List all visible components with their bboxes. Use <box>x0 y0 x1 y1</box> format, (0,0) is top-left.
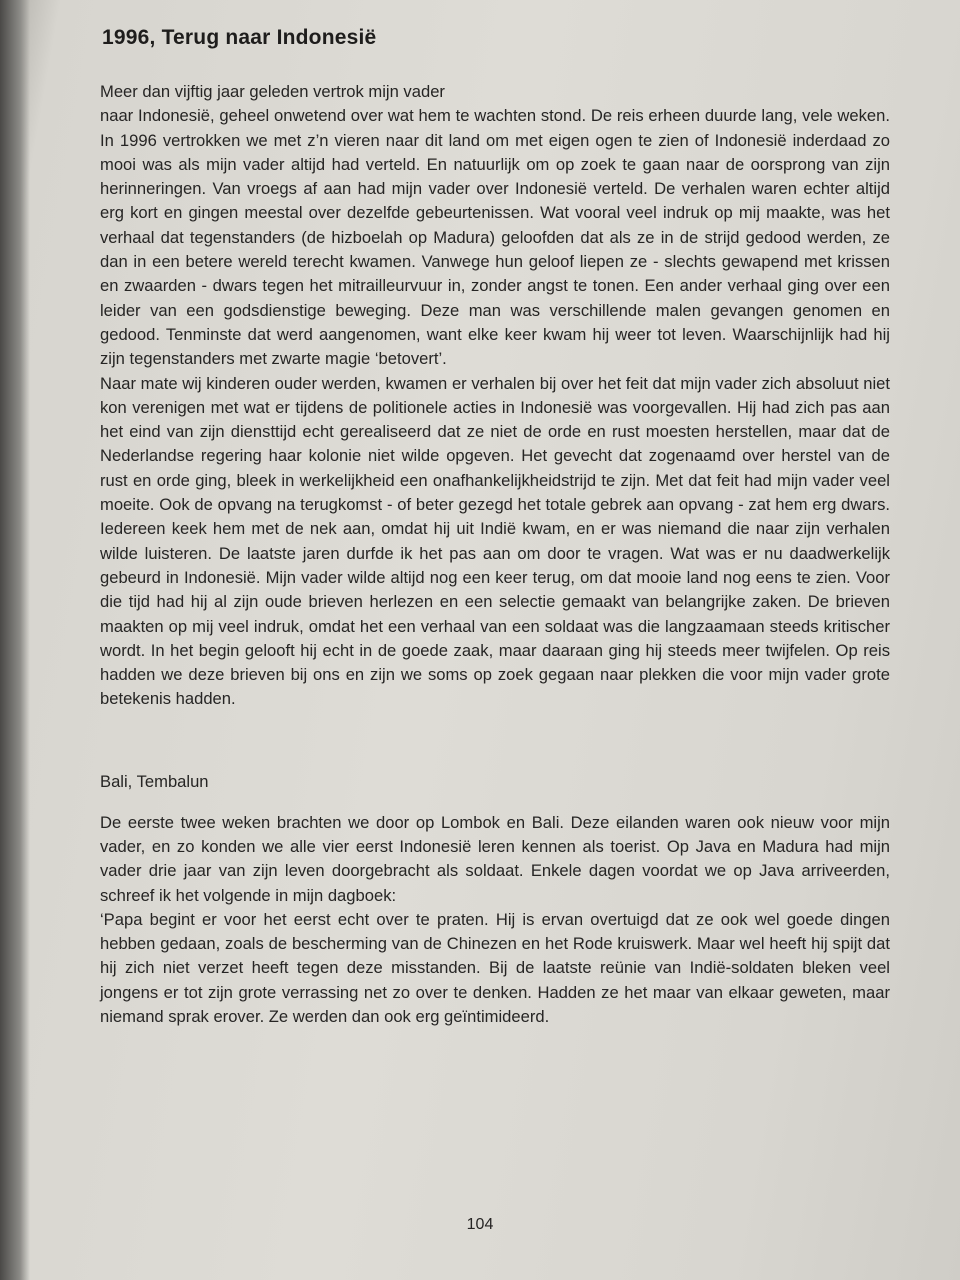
page-number: 104 <box>466 1216 494 1233</box>
chapter-title: 1996, Terug naar Indonesië <box>102 26 377 49</box>
section-heading: Bali, Tembalun <box>100 771 209 791</box>
paragraph-3: De eerste twee weken brachten we door op Lombok en Bali. Deze eilanden waren ook nieuw voor mijn vader, en zo konden we alle vier eerst Indonesië leren kennen als toerist. Op Java en Madura had mijn vader drie jaar van zijn leven doorgebracht als soldaat. Enkele dagen voordat we op Java arriveerden, schreef ik het volgende in mijn dagboek: <box>100 812 890 905</box>
book-gutter-shadow <box>0 0 30 1280</box>
paragraph-2: Naar mate wij kinderen ouder werden, kwamen er verhalen bij over het feit dat mijn vader zich absoluut niet kon verenigen met wat er tijdens de politionele acties in Indonesië was voorgevallen. Hij had zich pas aan het eind van zijn diensttijd echt gerealiseerd dat ze niet de orde en rust moesten herstellen, maar dat de Nederlandse regering haar kolonie niet wilde opgeven. Het gevecht dat zogenaamd over herstel van de rust en orde ging, bleek in werkelijkheid een onafhankelijkheidstrijd te zijn. Met dat feit had mijn vader veel moeite. Ook de opvang na terugkomst - of beter gezegd het totale gebrek aan opvang - zat hem erg dwars. Iedereen keek hem met de nek aan, omdat hij uit Indië kwam, en er was niemand die naar zijn verhalen wilde luisteren. De laatste jaren durfde ik het pas aan om door te vragen. Wat was er nu daadwerkelijk gebeurd in Indonesië. Mijn vader wilde altijd nog een keer terug, om dat mooie land nog eens te zien. Voor die tijd had hij al zijn oude brieven herlezen en een selectie gemaakt van belangrijke zaken. De brieven maakten op mij veel indruk, omdat het een verhaal van een soldaat was die langzaamaan steeds kritischer wordt. In het begin gelooft hij echt in de goede zaak, maar daaraan ging hij steeds meer twijfelen. Op reis hadden we deze brieven bij ons en zijn we soms op zoek gegaan naar plekken die voor mijn vader grote betekenis hadden. <box>100 373 890 709</box>
page-content <box>100 18 890 1029</box>
paragraph-1: naar Indonesië, geheel onwetend over wat hem te wachten stond. De reis erheen duurde lang, vele weken. In 1996 vertrokken we met z’n vieren naar dit land om met eigen ogen te zien of Indonesië inderdaad zo mooi was als mijn vader altijd had verteld. En natuurlijk om op zoek te gaan naar de oorsprong van zijn herinneringen. Van vroegs af aan had mijn vader over Indonesië verteld. De verhalen waren echter altijd erg kort en gingen meestal over dezelfde gebeurtenissen. Wat vooral veel indruk op mij maakte, was het verhaal dat tegenstanders (de hizboelah op Madura) geloofden dat als ze in de strijd gedood werden, ze dan in een betere wereld terecht kwamen. Vanwege hun geloof liepen ze - slechts gewapend met krissen en zwaarden - dwars tegen het mitrailleurvuur in, zonder angst te tonen. Een ander verhaal ging over een leider van een godsdienstige beweging. Deze man was verschillende malen gevangen genomen en gedood. Tenminste dat werd aangenomen, want elke keer kwam hij weer tot leven. Waarschijnlijk had hij zijn tegenstanders met zwarte magie ‘betovert’. <box>100 106 890 369</box>
opening-line: Meer dan vijftig jaar geleden vertrok mijn vader <box>100 82 445 101</box>
paragraph-4: ‘Papa begint er voor het eerst echt over te praten. Hij is ervan overtuigd dat ze ook wel goede dingen hebben gedaan, zoals de bescherming van de Chinezen en het Rode kruiswerk. Maar wel heeft hij spijt dat hij zich niet verzet heeft tegen deze misstanden. Bij de laatste reünie van Indië-soldaten bleken veel jongens er tot zijn grote verrassing net zo over te denken. Hadden ze het maar van elkaar geweten, maar niemand sprak erover. Ze werden dan ook erg geïntimideerd. <box>100 909 890 1026</box>
